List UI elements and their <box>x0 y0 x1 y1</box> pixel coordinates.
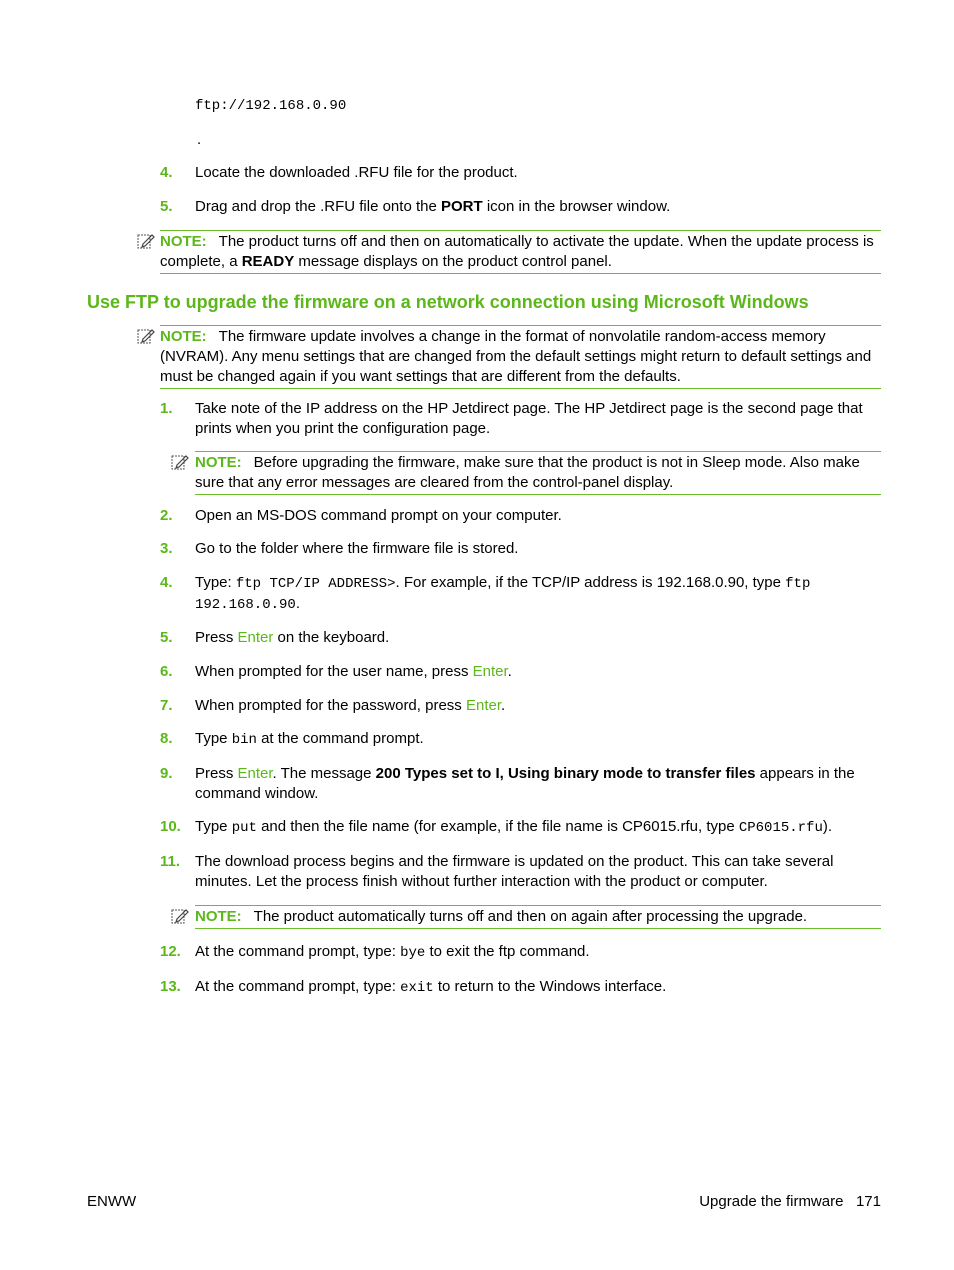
footer-section: Upgrade the firmware <box>699 1193 844 1210</box>
step-text: Type bin at the command prompt. <box>195 730 424 748</box>
step-number: 9. <box>160 765 173 782</box>
code-snippet: CP6015.rfu <box>738 820 823 836</box>
step-text: Press Enter on the keyboard. <box>195 629 390 646</box>
code-snippet: ftp TCP/IP ADDRESS> <box>235 576 396 592</box>
step-text: When prompted for the user name, press Enter. <box>195 663 512 680</box>
note-label: NOTE: <box>195 908 242 925</box>
enter-key-label: Enter <box>237 629 274 646</box>
page-number: 171 <box>855 1193 881 1210</box>
note-box: NOTE: The product turns off and then on automatically to activate the update. When the update process is complete, a READY message displays on the product control panel. <box>160 230 881 274</box>
note-box: NOTE: The firmware update involves a change in the format of nonvolatile random-access memory (NVRAM). Any menu settings that are changed from the default settings might return to default settings and must be changed again if you want settings that are different from the defaults. <box>160 325 881 389</box>
note-pencil-icon <box>137 232 155 250</box>
note-label: NOTE: <box>195 454 242 471</box>
code-snippet: bin <box>231 732 257 748</box>
step-text: Type put and then the file name (for example, if the file name is CP6015.rfu, type CP6015.rfu). <box>195 818 833 836</box>
code-snippet: exit <box>400 980 434 996</box>
step-number: 7. <box>160 697 173 714</box>
step-text: Locate the downloaded .RFU file for the product. <box>195 164 518 181</box>
step-number: 5. <box>160 198 173 215</box>
step-text: Press Enter. The message 200 Types set to I, Using binary mode to transfer files appears in the command window. <box>195 765 855 802</box>
step-number: 12. <box>160 943 181 960</box>
stray-dot: . <box>197 131 202 148</box>
step-number: 11. <box>160 853 181 870</box>
note-label: NOTE: <box>160 233 207 250</box>
code-snippet: bye <box>400 945 426 961</box>
step-text: The download process begins and the firmware is updated on the product. This can take several minutes. Let the process finish without further interaction with the product or computer. <box>195 853 834 890</box>
enter-key-label: Enter <box>472 663 508 680</box>
step-number: 4. <box>160 574 173 591</box>
enter-key-label: Enter <box>465 697 501 714</box>
step-number: 10. <box>160 818 181 835</box>
step-number: 8. <box>160 730 173 747</box>
step-number: 5. <box>160 629 173 646</box>
code-snippet: ftp 192.168.0.90 <box>195 576 811 613</box>
note-box: NOTE: Before upgrading the firmware, make sure that the product is not in Sleep mode. Also make sure that any error messages are cleared from the control-panel display. <box>195 451 881 495</box>
note-pencil-icon <box>171 907 189 925</box>
note-label: NOTE: <box>160 328 207 345</box>
footer-right <box>699 1192 881 1212</box>
step-number: 13. <box>160 978 181 995</box>
step-text: Drag and drop the .RFU file onto the PORT icon in the browser window. <box>195 198 671 215</box>
section-heading: Use FTP to upgrade the firmware on a network connection using Microsoft Windows <box>87 292 809 312</box>
step-number: 3. <box>160 540 173 557</box>
step-number: 6. <box>160 663 173 680</box>
step-text: Go to the folder where the firmware file is stored. <box>195 540 519 557</box>
code-snippet: put <box>231 820 257 836</box>
step-text: Open an MS-DOS command prompt on your computer. <box>195 507 562 524</box>
note-pencil-icon <box>171 453 189 471</box>
step-number: 1. <box>160 400 173 417</box>
step-number: 4. <box>160 164 173 181</box>
step-text: At the command prompt, type: bye to exit the ftp command. <box>195 943 590 961</box>
step-text: Take note of the IP address on the HP Jetdirect page. The HP Jetdirect page is the second page that prints when you print the configuration page. <box>195 400 863 437</box>
note-pencil-icon <box>137 327 155 345</box>
footer-left: ENWW <box>87 1193 137 1210</box>
enter-key-label: Enter <box>237 765 273 782</box>
ftp-url: ftp://192.168.0.90 <box>195 98 347 114</box>
step-text: At the command prompt, type: exit to return to the Windows interface. <box>195 978 667 996</box>
step-number: 2. <box>160 507 173 524</box>
note-box: NOTE: The product automatically turns off and then on again after processing the upgrade. <box>195 905 881 929</box>
step-text: Type: ftp TCP/IP ADDRESS>. For example, if the TCP/IP address is 192.168.0.90, type ftp 192.168.0.90. <box>195 574 811 613</box>
step-text: When prompted for the password, press Enter. <box>195 697 506 714</box>
